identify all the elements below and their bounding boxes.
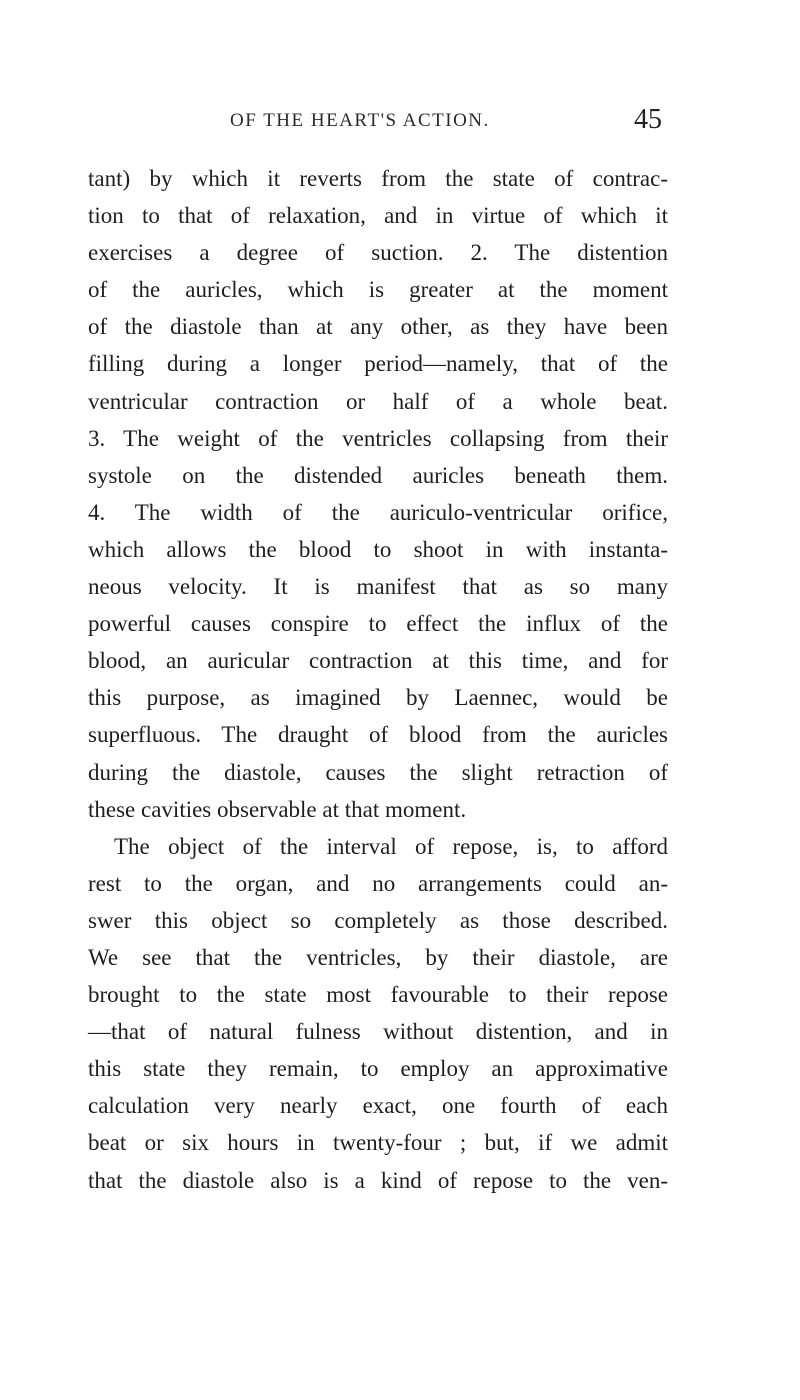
- text-line: powerful causes conspire to effect the influx of the: [88, 611, 668, 637]
- text-line: rest to the organ, and no arrangements could an-: [88, 870, 668, 896]
- page-number: 45: [634, 104, 662, 135]
- text-line: brought to the state most favourable to their repose: [88, 982, 668, 1008]
- text-line: beat or six hours in twenty-four ; but, if we admit: [88, 1130, 668, 1156]
- text-line: which allows the blood to shoot in with instanta-: [88, 536, 668, 562]
- text-line: superfluous. The draught of blood from the auricles: [88, 722, 668, 748]
- text-line: —that of natural fulness without distention, and in: [88, 1019, 668, 1045]
- running-head: OF THE HEART'S ACTION.: [230, 110, 490, 131]
- text-line: this purpose, as imagined by Laennec, would be: [88, 685, 668, 711]
- text-line: that the diastole also is a kind of repose to the ven-: [88, 1167, 668, 1193]
- text-line: 3. The weight of the ventricles collapsing from their: [88, 425, 668, 451]
- text-line: tion to that of relaxation, and in virtue of which it: [88, 203, 668, 229]
- text-line: of the auricles, which is greater at the moment: [88, 277, 668, 303]
- text-line: tant) by which it reverts from the state of contrac-: [88, 166, 668, 191]
- body-text: [88, 160, 668, 1199]
- text-line: The object of the interval of repose, is, to afford: [114, 833, 668, 859]
- text-line: calculation very nearly exact, one fourth of each: [88, 1093, 668, 1119]
- text-line: blood, an auricular contraction at this time, and for: [88, 648, 668, 674]
- text-line: We see that the ventricles, by their diastole, are: [88, 944, 668, 970]
- text-line: during the diastole, causes the slight retraction of: [88, 759, 668, 785]
- text-line: this state they remain, to employ an approximative: [88, 1056, 668, 1082]
- text-line: filling during a longer period—namely, that of the: [88, 351, 668, 377]
- text-line: these cavities observable at that moment.: [88, 796, 467, 822]
- text-line: exercises a degree of suction. 2. The distention: [88, 240, 668, 266]
- text-line: neous velocity. It is manifest that as so many: [88, 574, 668, 600]
- text-line: 4. The width of the auriculo-ventricular orifice,: [88, 499, 668, 525]
- text-line: swer this object so completely as those described.: [88, 907, 668, 933]
- text-line: systole on the distended auricles beneath them.: [88, 462, 668, 488]
- text-line: of the diastole than at any other, as they have been: [88, 314, 668, 340]
- text-line: ventricular contraction or half of a whole beat.: [88, 388, 668, 414]
